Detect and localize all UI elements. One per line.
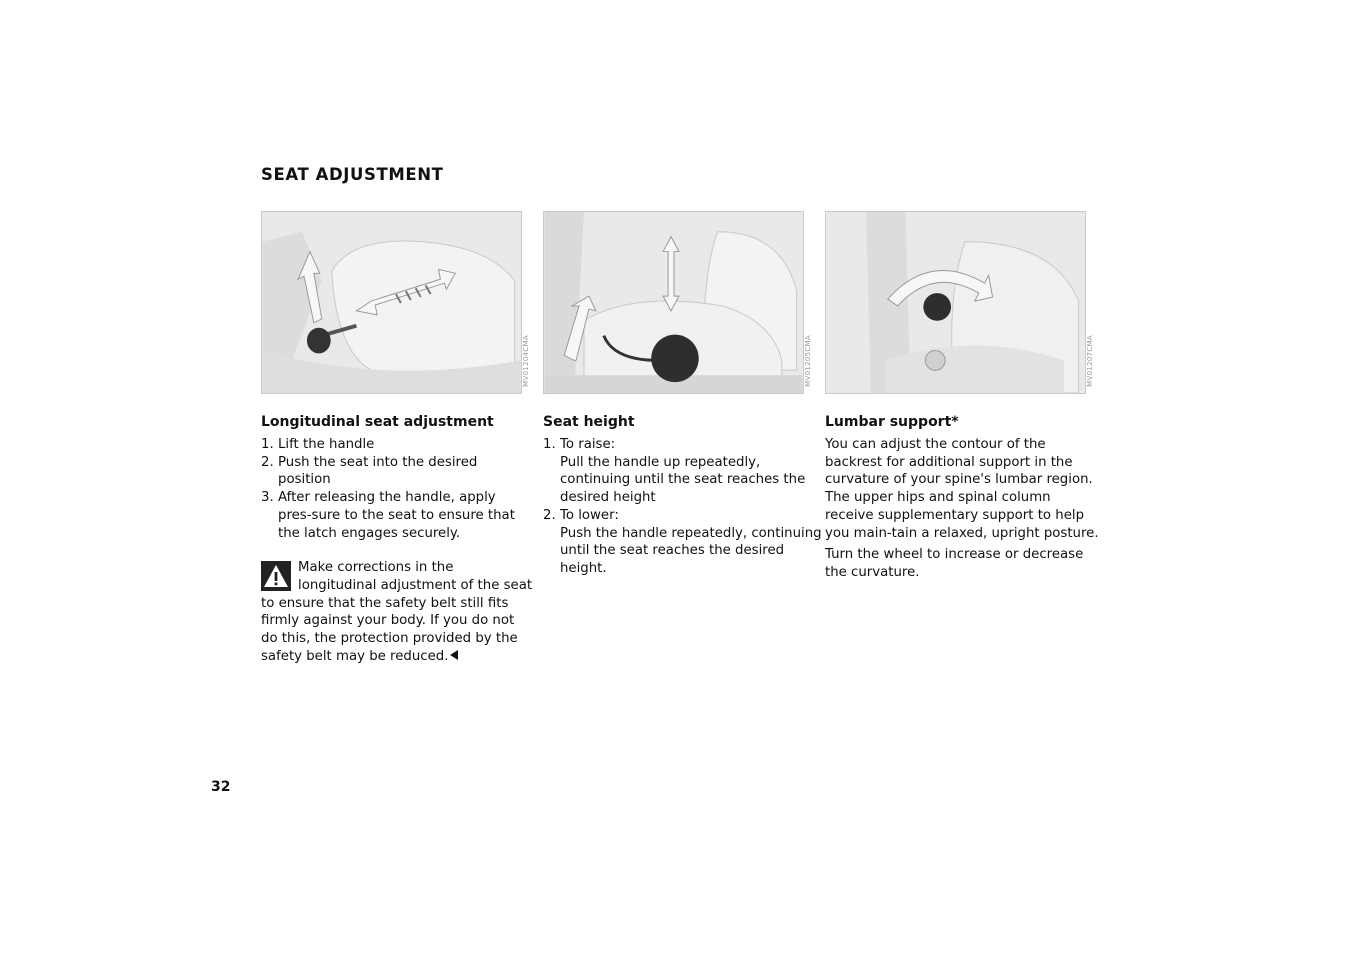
section-heading: Longitudinal seat adjustment [261,414,494,430]
list-item: 2. Push the seat into the desired position [261,454,478,488]
figure-code: MV01207CMA [1086,335,1094,387]
figure-code: MV01205CMA [804,335,812,387]
section-heading: Seat height [543,414,635,430]
list-item: 1. To raise: Pull the handle up repeatedly, continuing until the seat reaches the desired height [543,437,806,506]
figure-lumbar-support [825,211,1086,394]
steps-list [261,436,533,542]
lumbar-support-illustration [826,212,1085,393]
warning-text: Make corrections in the longitudinal adjustment of the seat to ensure that the safety belt still fits firmly against your body. If you do not do this, the protection provided by the safety belt may be reduced. [261,560,533,664]
seat-longitudinal-illustration [262,212,521,393]
paragraph: You can adjust the contour of the backrest for additional support in the curvature of your spine's lumbar region. [825,437,1093,488]
list-item: 1. Lift the handle [261,437,375,452]
paragraph: The upper hips and spinal column receive supplementary support to help you main-tain a relaxed, upright posture. [825,490,1099,541]
warning-note [261,559,533,665]
paragraph: Turn the wheel to increase or decrease the curvature. [825,547,1084,580]
seat-height-illustration [544,212,803,393]
figure-code: MV01204CMA [522,335,530,387]
end-marker-icon [450,650,458,660]
page-title: SEAT ADJUSTMENT [261,165,444,184]
warning-triangle-icon [261,561,291,591]
list-item: 2. To lower: Push the handle repeatedly, continuing until the seat reaches the desired height. [543,507,822,576]
page-number: 32 [211,779,231,795]
section-lumbar-support [825,412,1100,582]
section-heading: Lumbar support* [825,414,959,430]
steps-list [543,436,823,578]
figure-longitudinal-adjustment [261,211,522,394]
section-longitudinal [261,412,533,665]
list-item: 3. After releasing the handle, apply pres-sure to the seat to ensure that the latch engages securely. [261,490,515,541]
section-seat-height [543,412,823,578]
figure-seat-height [543,211,804,394]
